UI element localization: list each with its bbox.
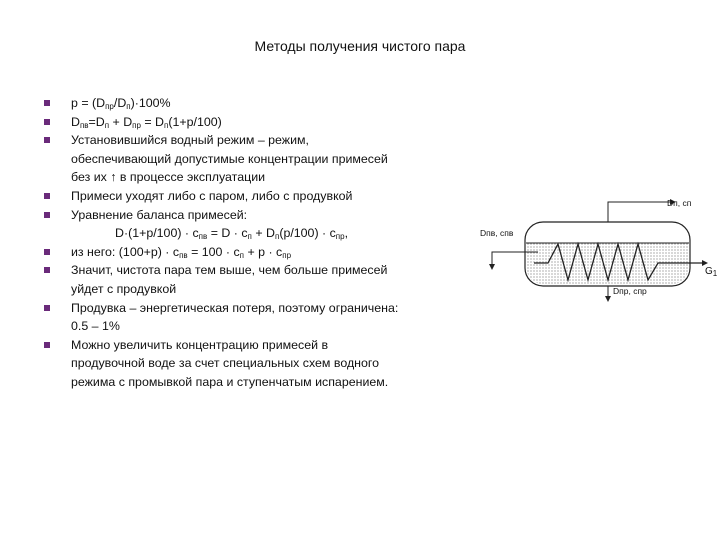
bullet-text-line: Значит, чистота пара тем выше, чем больше примесей	[71, 263, 388, 278]
bullet-marker	[44, 212, 50, 218]
bullet-text-line: 0.5 – 1%	[71, 319, 120, 334]
feedwater-label: Dпв, cпв	[480, 228, 514, 238]
bullet-marker	[44, 119, 50, 125]
blowdown-arrow	[605, 296, 611, 302]
bullet-text-line: Уравнение баланса примесей:	[71, 207, 248, 222]
bullet-item	[44, 94, 474, 113]
bullet-item	[44, 299, 474, 336]
bullet-text-line: Продувка – энергетическая потеря, поэтому ограничена:	[71, 300, 399, 315]
bullet-marker	[44, 305, 50, 311]
bullet-marker	[44, 342, 50, 348]
bullet-text-line: продувочной воде за счет специальных схем водного	[71, 356, 380, 371]
bullet-text-line: Можно увеличить концентрацию примесей в	[71, 337, 329, 352]
g1-label: $G_1$	[705, 266, 718, 278]
bullet-text-line: $D_{пв}=D_п + D_{пр} = D_п(1+p/100)$	[71, 114, 222, 130]
bullet-text-line: режима с промывкой пара и ступенчатым испарением.	[71, 374, 389, 389]
steam-label: Dп, cп	[667, 198, 692, 208]
bullet-item	[44, 261, 474, 298]
drum-diagram	[470, 180, 720, 330]
bullet-text-line: из него: $(100+p) \cdot c_{пв} = 100 \cdot c_п + p \cdot c_{пр}$	[71, 244, 292, 260]
bullet-marker	[44, 249, 50, 255]
bullet-marker	[44, 100, 50, 106]
bullet-item	[44, 336, 474, 392]
bullet-item	[44, 113, 474, 132]
steam-outlet-pipe	[608, 202, 670, 222]
bullet-text-line: без их ↑ в процессе эксплуатации	[71, 170, 266, 185]
bullet-item	[44, 243, 474, 262]
bullet-marker	[44, 193, 50, 199]
bullet-text-line: Установившийся водный режим – режим,	[71, 133, 309, 148]
bullet-list	[44, 94, 474, 392]
bullet-text-line: Примеси уходят либо с паром, либо с продувкой	[71, 188, 353, 203]
bullet-text-line: обеспечивающий допустимые концентрации примесей	[71, 151, 388, 166]
bullet-text-line: $p = (D_{пр}/D_п)\cdot 100\%$	[71, 96, 171, 111]
bullet-text-line: уйдет с продувкой	[71, 281, 177, 296]
bullet-item	[44, 131, 474, 187]
bullet-item	[44, 206, 474, 243]
blowdown-label: Dпр, cпр	[613, 286, 647, 296]
bullet-marker	[44, 137, 50, 143]
bullet-marker	[44, 267, 50, 273]
bullet-item	[44, 187, 474, 206]
slide-title: Методы получения чистого пара	[254, 38, 466, 54]
feedwater-arrow	[489, 264, 495, 270]
bullet-text-line: $D\cdot(1+p/100) \cdot c_{пв} = D \cdot c_п + D_п(p/100) \cdot c_{пр}$,	[115, 226, 349, 242]
